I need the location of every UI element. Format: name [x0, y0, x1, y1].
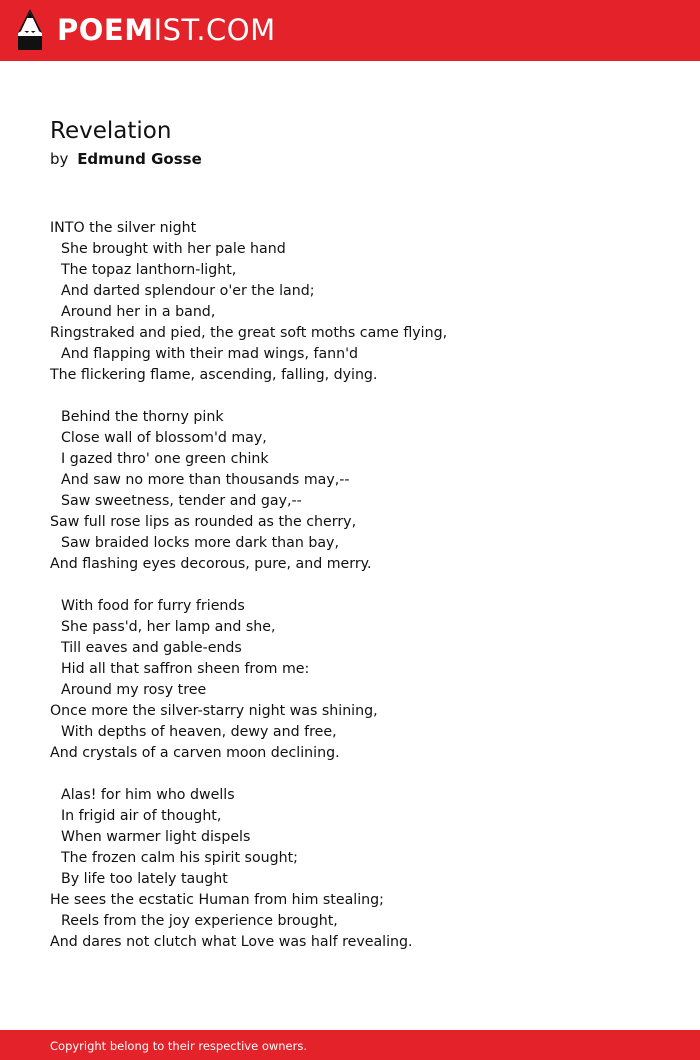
poem-line: Around her in a band, [61, 304, 216, 320]
poem-line: Saw full rose lips as rounded as the cherry, [50, 514, 357, 530]
poem-stanza [50, 407, 670, 575]
poem-line: Close wall of blossom'd may, [61, 430, 267, 446]
poem-line: Once more the silver-starry night was shining, [50, 703, 378, 719]
poem-line: By life too lately taught [61, 871, 228, 887]
poem-line: With depths of heaven, dewy and free, [61, 724, 337, 740]
poem-title: Revelation [50, 118, 172, 144]
poem-line: Ringstraked and pied, the great soft moths came flying, [50, 325, 448, 341]
poem-line: The topaz lanthorn-light, [61, 262, 237, 278]
poem-line: I gazed thro' one green chink [61, 451, 269, 467]
poem-stanza [50, 596, 670, 764]
site-logo-link[interactable] [17, 9, 276, 51]
poem-line: She brought with her pale hand [61, 241, 286, 257]
poem-line: Saw sweetness, tender and gay,-- [61, 493, 302, 509]
poem-line: Behind the thorny pink [61, 409, 224, 425]
site-header [0, 0, 700, 61]
poem-line: Reels from the joy experience brought, [61, 913, 338, 929]
poem-line: With food for furry friends [61, 598, 245, 614]
poem-line: The frozen calm his spirit sought; [61, 850, 298, 866]
logo-text-bold: POEM [57, 13, 154, 47]
poem-line: Saw braided locks more dark than bay, [61, 535, 339, 551]
poem-stanza [50, 218, 670, 386]
poem-byline [50, 149, 202, 169]
copyright-notice: Copyright belong to their respective owners. [50, 1039, 308, 1053]
poem-line: And crystals of a carven moon declining. [50, 745, 340, 761]
poem-line: Around my rosy tree [61, 682, 207, 698]
poem-body [50, 218, 670, 974]
poem-line: Hid all that saffron sheen from me: [61, 661, 310, 677]
poem-line: And darted splendour o'er the land; [61, 283, 315, 299]
poem-line: She pass'd, her lamp and she, [61, 619, 276, 635]
poem-line: He sees the ecstatic Human from him stealing; [50, 892, 384, 908]
logo-text-light: IST.COM [153, 13, 276, 47]
poem-line: In frigid air of thought, [61, 808, 222, 824]
pencil-icon [17, 9, 43, 51]
poem-author: Edmund Gosse [77, 150, 202, 168]
poem-line: INTO the silver night [50, 220, 197, 236]
poem-line: And saw no more than thousands may,-- [61, 472, 350, 488]
poem-line: Till eaves and gable-ends [61, 640, 242, 656]
site-footer [0, 1030, 700, 1060]
poem-line: When warmer light dispels [61, 829, 251, 845]
poem-line: And flashing eyes decorous, pure, and merry. [50, 556, 372, 572]
poem-stanza [50, 785, 670, 953]
site-logo-text [57, 10, 276, 50]
poem-line: Alas! for him who dwells [61, 787, 235, 803]
poem-line: And dares not clutch what Love was half revealing. [50, 934, 413, 950]
poem-line: The flickering flame, ascending, falling, dying. [50, 367, 378, 383]
poem-line: And flapping with their mad wings, fann'd [61, 346, 359, 362]
by-label: by [50, 150, 69, 168]
